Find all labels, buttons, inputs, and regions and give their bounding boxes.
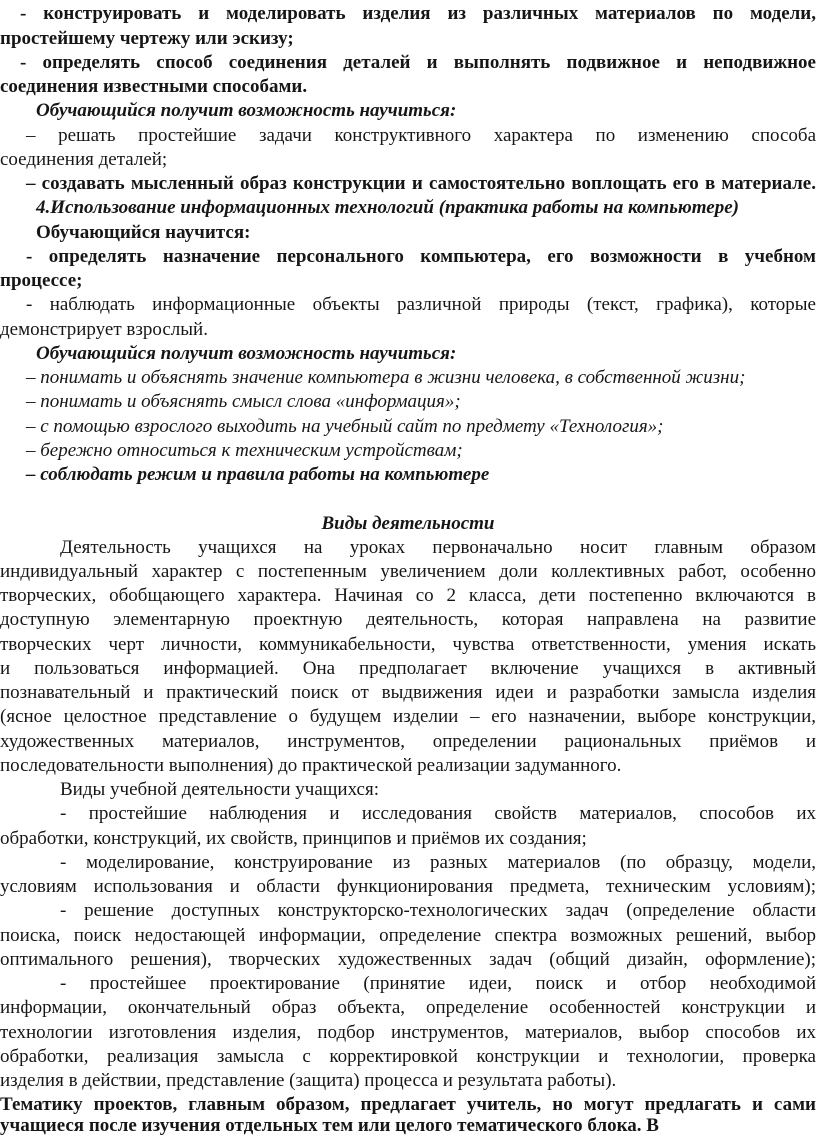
section-heading: 4.Использование информационных технологий (практика работы на компьютере) <box>36 197 739 218</box>
text-line: - наблюдать информационные объекты различной природы (текст, графика), которые <box>26 294 816 315</box>
text-line: – понимать и объяснять значение компьютера в жизни человека, в собственной жизни; <box>26 367 746 388</box>
text-line: - определять способ соединения деталей и выполнять подвижное и неподвижное <box>20 52 816 73</box>
list-line: технологии изготовления изделия, подбор инструментов, материалов, выбор способов их <box>0 1022 816 1043</box>
text-line: – соблюдать режим и правила работы на компьютере <box>26 464 490 485</box>
paragraph-line: (ясное целостное представление о будущем изделии – его назначении, выборе конструкции, <box>0 706 816 727</box>
list-line: изделия в действии, представление (защита) процесса и результата работы). <box>0 1070 617 1091</box>
list-line: - моделирование, конструирование из разных материалов (по образцу, модели, <box>60 852 816 873</box>
paragraph-line: учащиеся после изучения отдельных тем или целого тематического блока. В <box>0 1115 659 1136</box>
text-line: – создавать мысленный образ конструкции и самостоятельно воплощать его в материале. <box>26 173 816 194</box>
paragraph-line: познавательный и практический поиск от выдвижения идеи и разработки замысла изделия <box>0 682 816 703</box>
paragraph-line: последовательности выполнения) до практической реализации задуманного. <box>0 755 622 776</box>
list-line: обработки, конструкций, их свойств, принципов и приёмов их создания; <box>0 828 587 849</box>
list-line: оптимального решения), творческих художественных задач (общий дизайн, оформление); <box>0 949 816 970</box>
paragraph-line: и пользоваться информацией. Она предполагает включение учащихся в активный <box>0 658 816 679</box>
text-line: – понимать и объяснять смысл слова «информация»; <box>26 391 461 412</box>
paragraph-line: творческих, обобщающего характера. Начиная со 2 класса, дети постепенно включаются в <box>0 585 816 606</box>
subheading: Обучающийся получит возможность научиться: <box>36 343 457 364</box>
paragraph-line: доступную элементарную проектную деятельность, которая направлена на развитие <box>0 609 816 630</box>
list-line: поиска, поиск недостающей информации, определение спектра возможных решений, выбор <box>0 925 816 946</box>
text-line: – с помощью взрослого выходить на учебный сайт по предмету «Технология»; <box>26 416 664 437</box>
list-line: обработки, реализация замысла с корректировкой конструкции и технологии, проверка <box>0 1046 816 1067</box>
paragraph-line: творческих черт личности, коммуникабельности, чувства ответственности, умения искать <box>0 634 816 655</box>
list-line: информации, окончательный образ объекта, определение особенностей конструкции и <box>0 997 816 1018</box>
text-line: – бережно относиться к техническим устройствам; <box>26 440 463 461</box>
paragraph-line: Тематику проектов, главным образом, предлагает учитель, но могут предлагать и сами <box>0 1094 816 1115</box>
list-line: - простейшее проектирование (принятие идеи, поиск и отбор необходимой <box>60 973 816 994</box>
list-line: - решение доступных конструкторско-технологических задач (определение области <box>60 900 816 921</box>
paragraph-line: индивидуальный характер с постепенным увеличением доли коллективных работ, особенно <box>0 561 816 582</box>
text-line: простейшему чертежу или эскизу; <box>0 28 294 49</box>
subheading: Обучающийся получит возможность научиться: <box>36 100 457 121</box>
paragraph-line: Деятельность учащихся на уроках первоначально носит главным образом <box>60 537 816 558</box>
subheading: Обучающийся научится: <box>36 222 251 243</box>
text-line: соединения известными способами. <box>0 76 308 97</box>
text-line: демонстрирует взрослый. <box>0 319 208 340</box>
paragraph-line: художественных материалов, инструментов, определении рациональных приёмов и <box>0 731 816 752</box>
text-line: – решать простейшие задачи конструктивного характера по изменению способа <box>26 125 816 146</box>
list-line: - простейшие наблюдения и исследования свойств материалов, способов их <box>60 803 816 824</box>
section-title: Виды деятельности <box>321 513 495 534</box>
text-line: процессе; <box>0 270 83 291</box>
text-line: - конструировать и моделировать изделия из различных материалов по модели, <box>20 3 816 24</box>
list-line: условиям использования и области функционирования предмета, техническим условиям); <box>0 876 816 897</box>
text-line: соединения деталей; <box>0 149 168 170</box>
text-line: - определять назначение персонального компьютера, его возможности в учебном <box>26 246 816 267</box>
paragraph-line: Виды учебной деятельности учащихся: <box>60 779 379 800</box>
